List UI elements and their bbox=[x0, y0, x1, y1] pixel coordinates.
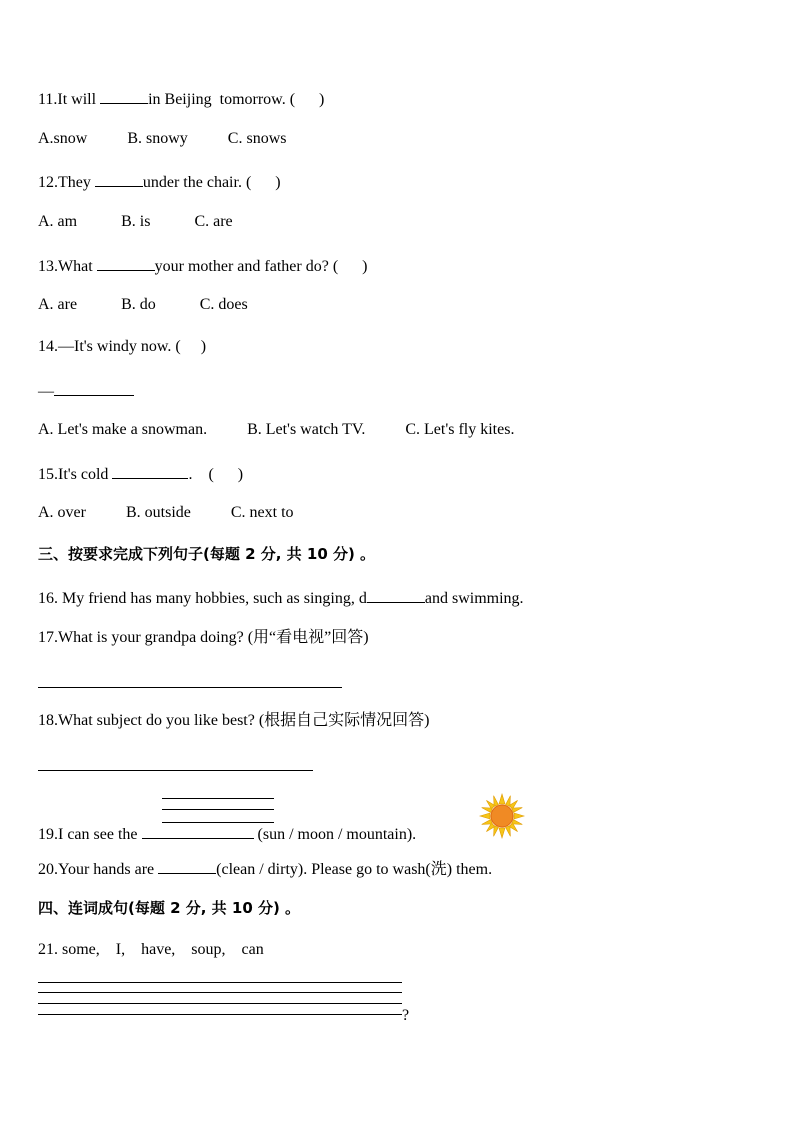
q20-stem-end: (clean / dirty). Please go to wash(洗) them. bbox=[216, 861, 493, 878]
q14-blank[interactable] bbox=[54, 379, 134, 396]
q21-answer-line bbox=[38, 982, 402, 983]
section-3-heading: 三、按要求完成下列句子(每题 2 分, 共 10 分) 。 bbox=[38, 545, 376, 563]
question-13 bbox=[38, 254, 367, 277]
q11-options: A.snow B. snowy C. snows bbox=[38, 130, 287, 147]
sun-icon bbox=[478, 792, 526, 840]
q16-stem: 16. My friend has many hobbies, such as singing, d bbox=[38, 590, 367, 607]
q19-blank[interactable] bbox=[142, 822, 254, 839]
q15-blank[interactable] bbox=[112, 462, 188, 479]
q21-question-mark: ? bbox=[402, 1007, 410, 1024]
question-17: 17.What is your grandpa doing? (用“看电视”回答) bbox=[38, 629, 369, 646]
q15-options: A. over B. outside C. next to bbox=[38, 504, 294, 521]
q21-answer-line bbox=[38, 992, 402, 993]
q19-blank-line bbox=[162, 798, 274, 799]
q11-stem: 11.It will bbox=[38, 91, 101, 108]
q19-stem-end: (sun / moon / mountain). bbox=[253, 826, 417, 843]
q16-stem-end: and swimming. bbox=[424, 590, 524, 607]
q18-answer-line[interactable] bbox=[38, 770, 313, 771]
q11-stem-end: in Beijing tomorrow. ( ) bbox=[148, 91, 325, 108]
q15-stem-end: . ( ) bbox=[188, 466, 244, 483]
q13-blank[interactable] bbox=[97, 254, 155, 271]
question-16 bbox=[38, 586, 524, 609]
question-21: 21. some, I, have, soup, can bbox=[38, 941, 264, 958]
q13-stem-end: your mother and father do? ( ) bbox=[154, 258, 368, 275]
question-11 bbox=[38, 87, 324, 110]
q21-answer-line bbox=[38, 1003, 402, 1004]
q14-response bbox=[38, 379, 134, 402]
q12-stem: 12.They bbox=[38, 174, 95, 191]
q14-options: A. Let's make a snowman. B. Let's watch TV. C. Let's fly kites. bbox=[38, 421, 515, 438]
q13-stem: 13.What bbox=[38, 258, 97, 275]
section-4-heading: 四、连词成句(每题 2 分, 共 10 分) 。 bbox=[38, 899, 301, 917]
question-14: 14.—It's windy now. ( ) bbox=[38, 338, 207, 355]
q15-stem: 15.It's cold bbox=[38, 466, 113, 483]
q13-options: A. are B. do C. does bbox=[38, 296, 248, 313]
question-18: 18.What subject do you like best? (根据自己实际情况回答) bbox=[38, 712, 430, 729]
q11-blank[interactable] bbox=[100, 87, 148, 104]
q20-blank[interactable] bbox=[158, 857, 216, 874]
q12-stem-end: under the chair. ( ) bbox=[142, 174, 281, 191]
q20-stem: 20.Your hands are bbox=[38, 861, 159, 878]
q12-blank[interactable] bbox=[95, 170, 143, 187]
q12-options: A. am B. is C. are bbox=[38, 213, 233, 230]
q21-answer-line[interactable] bbox=[38, 1014, 402, 1015]
question-19 bbox=[38, 822, 416, 845]
q14-dash: — bbox=[38, 383, 54, 400]
question-12 bbox=[38, 170, 281, 193]
q16-blank[interactable] bbox=[367, 586, 425, 603]
q19-stem: 19.I can see the bbox=[38, 826, 142, 843]
q17-answer-line[interactable] bbox=[38, 687, 342, 688]
question-15 bbox=[38, 462, 243, 485]
q19-blank-line bbox=[162, 809, 274, 810]
question-20 bbox=[38, 857, 492, 880]
